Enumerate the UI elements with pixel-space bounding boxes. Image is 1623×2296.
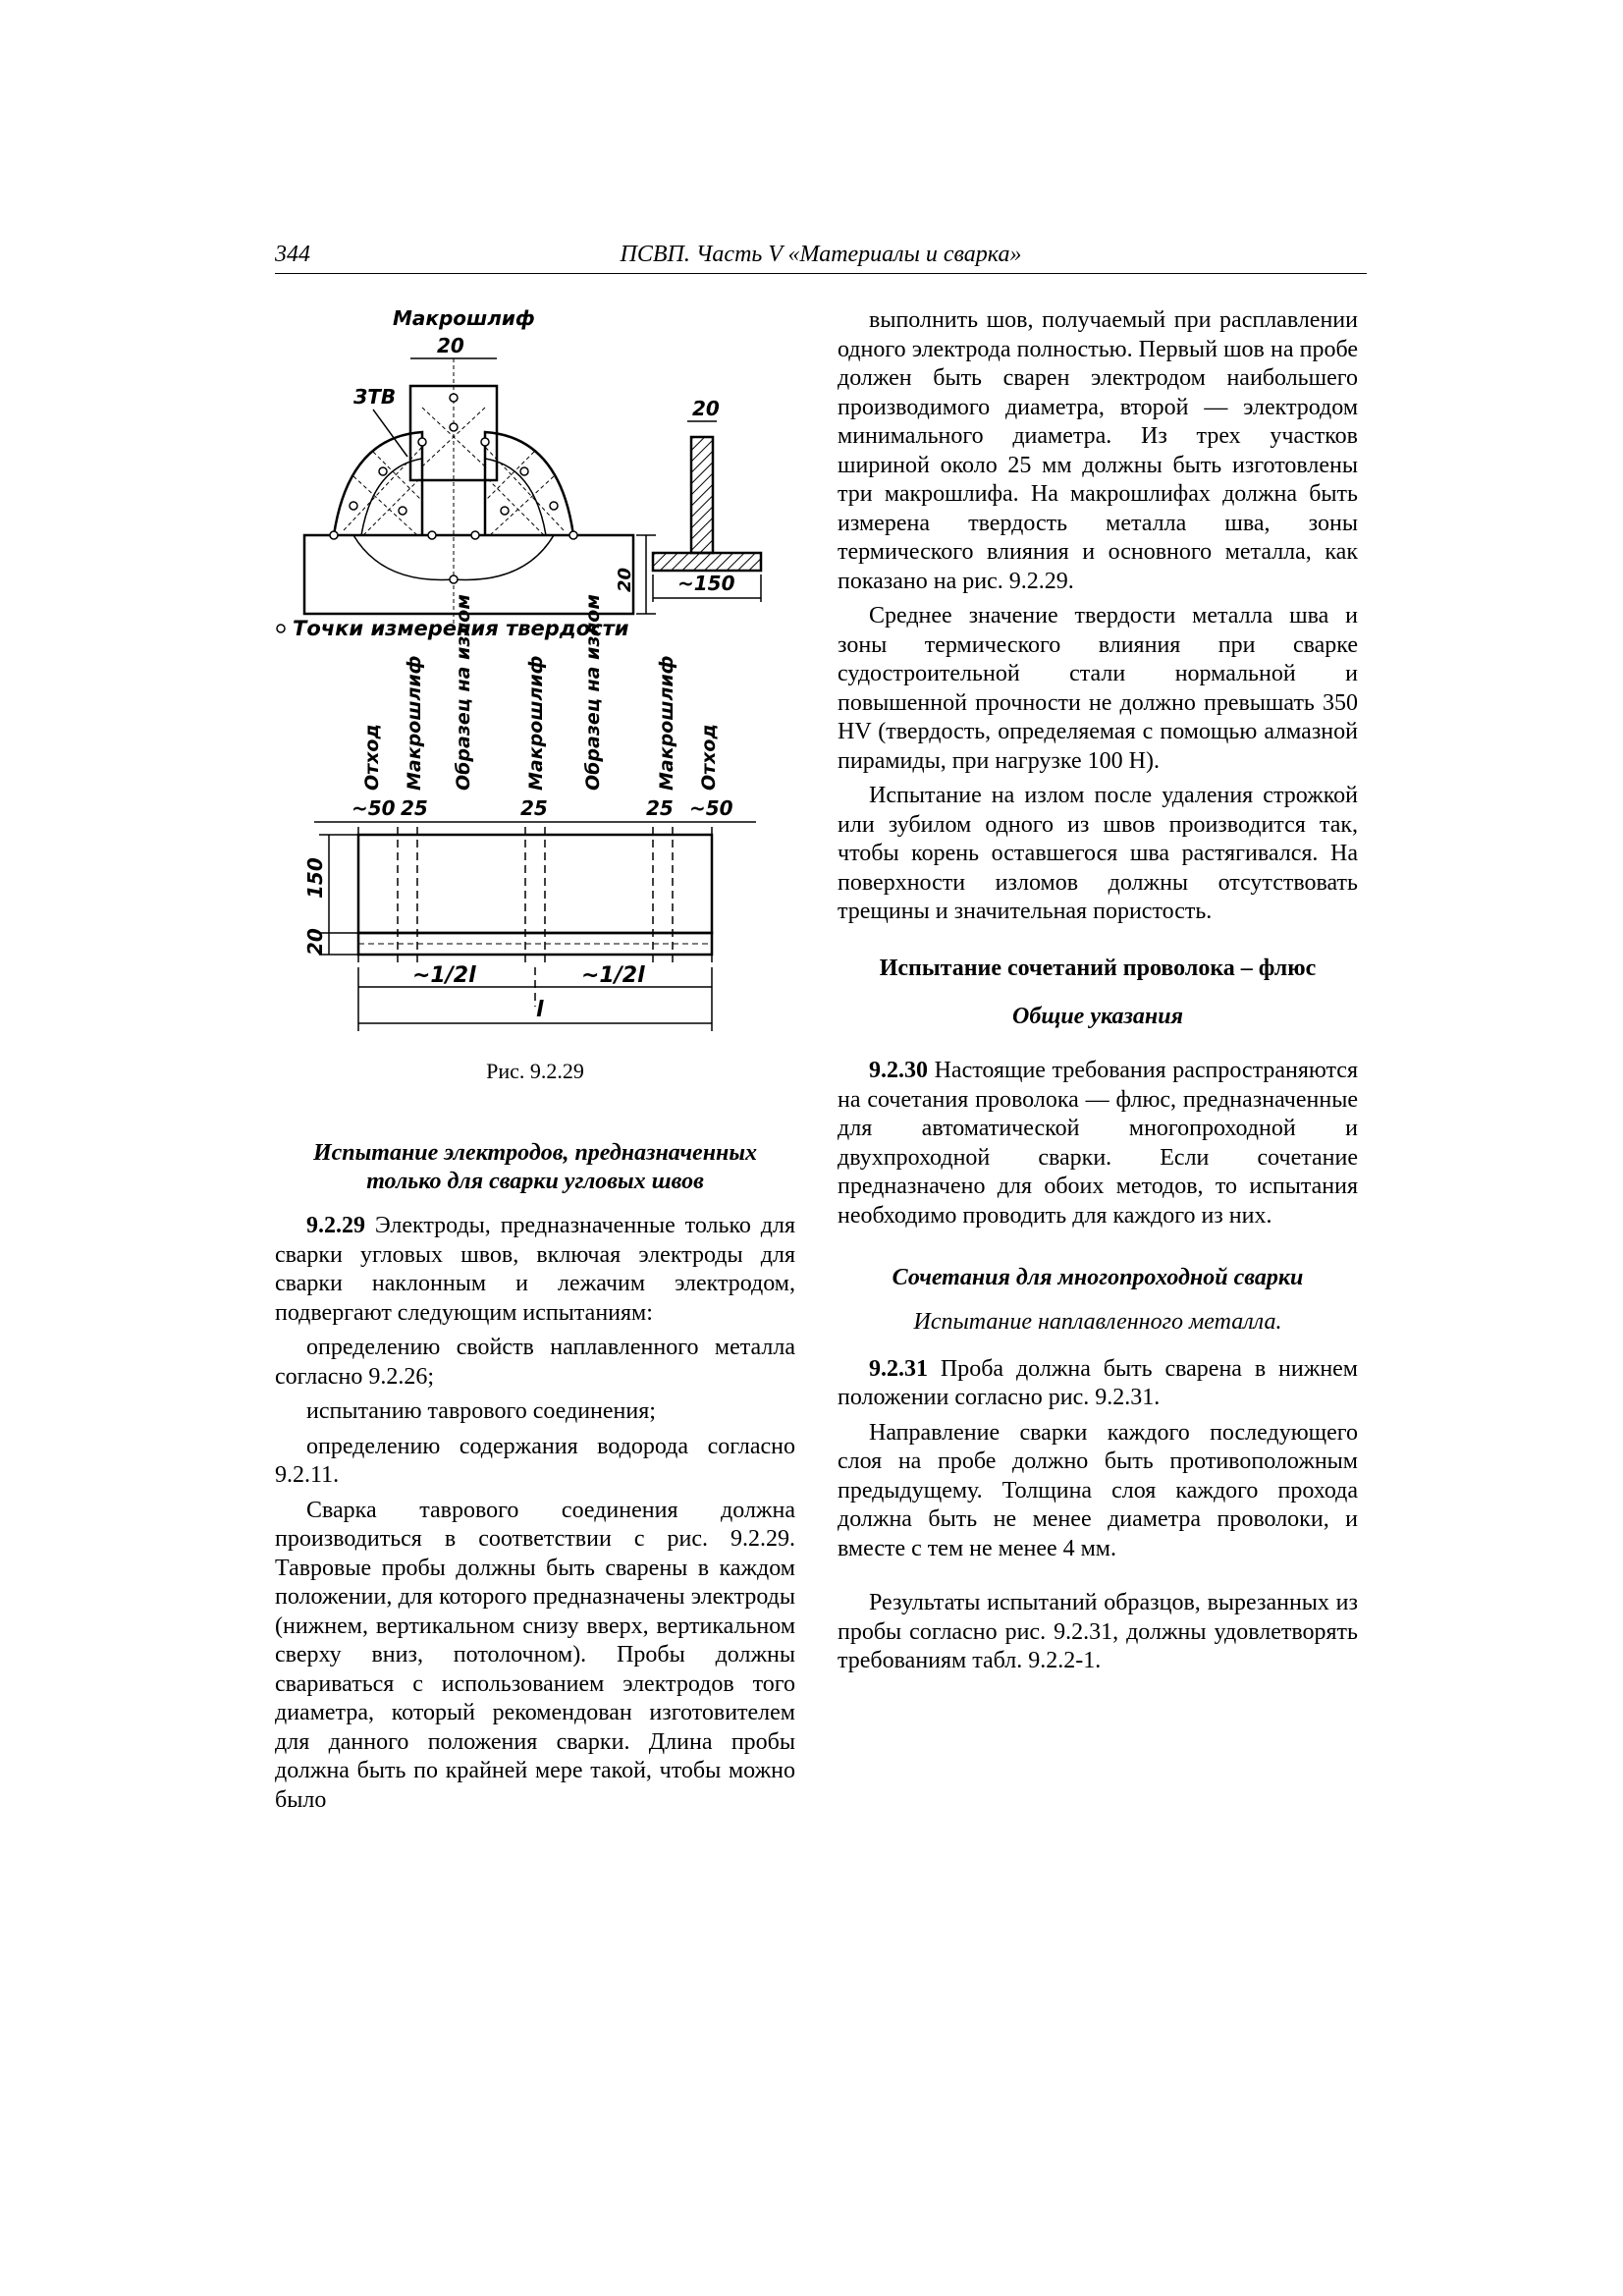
- strip-label-1: Макрошлиф: [404, 655, 425, 791]
- dim-25-b: 25: [520, 796, 548, 820]
- label-150: ~150: [677, 572, 735, 595]
- paragraph-9-2-31: [838, 1355, 1358, 1413]
- paragraph: Среднее значение твердости металла шва и зоны термического влияния при сварке судостроительной стали нормальной и повышенной прочности не должно превышать 350 HV (твердость, определяемая с помощью алмазной пирамиды, при нагрузке 100 Н).: [838, 603, 1358, 774]
- label-haz: ЗТВ: [353, 385, 397, 409]
- dim-150-side: 150: [303, 857, 327, 899]
- label-macrosection: Макрошлиф: [393, 306, 535, 330]
- figure-caption: Рис. 9.2.29: [486, 1059, 584, 1083]
- strip-label-2: Образец на излом: [453, 594, 474, 791]
- strip-label-6: Отход: [698, 724, 720, 791]
- dim-half-left: ~1/2l: [412, 963, 476, 988]
- subheading-general: Общие указания: [1012, 1004, 1183, 1029]
- plan-view: [303, 827, 712, 1031]
- right-column: [838, 306, 1358, 1682]
- paragraph: Испытание на излом после удаления строжкой или зубилом одного из швов производится так, чтобы корень оставшегося шва растягивался. На поверхности изломов должны отсутствовать трещины и значительная пористость.: [838, 783, 1358, 924]
- paragraph: определению содержания водорода согласно 9.2.11.: [275, 1433, 795, 1488]
- paragraph: Результаты испытаний образцов, вырезанных из пробы согласно рис. 9.2.31, должны удовлетворять требованиям табл. 9.2.2-1.: [838, 1590, 1358, 1673]
- section-heading-wire-flux: Испытание сочетаний проволока – флюс: [879, 955, 1317, 981]
- left-column: [275, 1139, 795, 1821]
- paragraph-9-2-30: [838, 1057, 1358, 1230]
- label-20-side: 20: [615, 567, 635, 592]
- running-title: ПСВП. Часть V «Материалы и сварка»: [620, 242, 1022, 267]
- dim-20-side: 20: [303, 928, 327, 956]
- side-view: [653, 397, 761, 602]
- strip-label-5: Макрошлиф: [656, 655, 677, 791]
- clause-number: 9.2.30: [869, 1058, 928, 1083]
- figure-drawing: [275, 300, 795, 1056]
- clause-text: Проба должна быть сварена в нижнем положении согласно рис. 9.2.31.: [838, 1355, 1358, 1410]
- dim-full: l: [536, 998, 544, 1022]
- strip-label-0: Отход: [361, 724, 383, 791]
- page-number: 344: [275, 242, 310, 267]
- figure-9-2-29: [275, 300, 795, 1056]
- plan-top-dims: [314, 796, 756, 822]
- subheading-multipass: Сочетания для многопроходной сварки: [892, 1265, 1304, 1290]
- dim-50-left: ~50: [352, 796, 396, 820]
- paragraph: выполнить шов, получаемый при расплавлении одного электрода полностью. Первый шов на пробе должен быть сварен электродом наибольшего производимого диаметра, второй — электродом минимального диаметра. Из трех участков шириной около 25 мм должны быть изготовлены три макрошлифа. На макрошлифах должна быть измерена твердость металла шва, зоны термического влияния и основного металла, как показано на рис. 9.2.29.: [838, 307, 1358, 594]
- dim-50-right: ~50: [689, 796, 733, 820]
- clause-number: 9.2.31: [869, 1355, 928, 1382]
- section-heading-electrodes: Испытание электродов, предназначенных только для сварки угловых швов: [312, 1140, 758, 1194]
- label-20-top: 20: [437, 334, 464, 357]
- clause-text: Настоящие требования распространяются на сочетания проволока — флюс, предназначенные для автоматической многопроходной и двухпроходной сварки. Если сочетание предназначено для обоих методов, то испытания необходимо проводить для каждого из них.: [838, 1058, 1358, 1229]
- paragraph: определению свойств наплавленного металла согласно 9.2.26;: [275, 1335, 795, 1390]
- tjoint-section: [304, 306, 656, 624]
- dim-25-a: 25: [401, 796, 428, 820]
- dim-25-c: 25: [646, 796, 674, 820]
- subheading-deposited-metal: Испытание наплавленного металла.: [913, 1309, 1282, 1335]
- paragraph: испытанию таврового соединения;: [306, 1398, 656, 1424]
- label-20-vertical: 20: [692, 397, 720, 420]
- paragraph-9-2-29: [275, 1212, 795, 1328]
- paragraph: Сварка таврового соединения должна производиться в соответствии с рис. 9.2.29. Тавровые пробы должны быть сварены в каждом положении, для которого предназначены электроды (нижнем, вертикальном снизу вверх, вертикальном сверху вниз, потолочном). Пробы должны свариваться с использованием электродов того диаметра, который рекомендован изготовителем для данного положения сварки. Длина пробы должна быть по крайней мере такой, чтобы можно было: [275, 1497, 795, 1813]
- dim-half-right: ~1/2l: [581, 963, 645, 988]
- legend-text: Точки измерения твердости: [293, 617, 629, 640]
- page-header: [275, 242, 1367, 274]
- clause-text: Электроды, предназначенные только для сварки угловых швов, включая электроды для сварки наклонным и лежачим электродом, подвергают следующим испытаниям:: [275, 1213, 795, 1326]
- strip-label-4: Образец на излом: [582, 594, 604, 791]
- strip-label-3: Макрошлиф: [525, 655, 547, 791]
- paragraph: Направление сварки каждого последующего слоя на пробе должно быть противоположным предыдущему. Толщина слоя каждого прохода должна быть не менее диаметра проволоки, и вместе с тем не менее 4 мм.: [838, 1419, 1358, 1561]
- clause-number: 9.2.29: [306, 1213, 365, 1238]
